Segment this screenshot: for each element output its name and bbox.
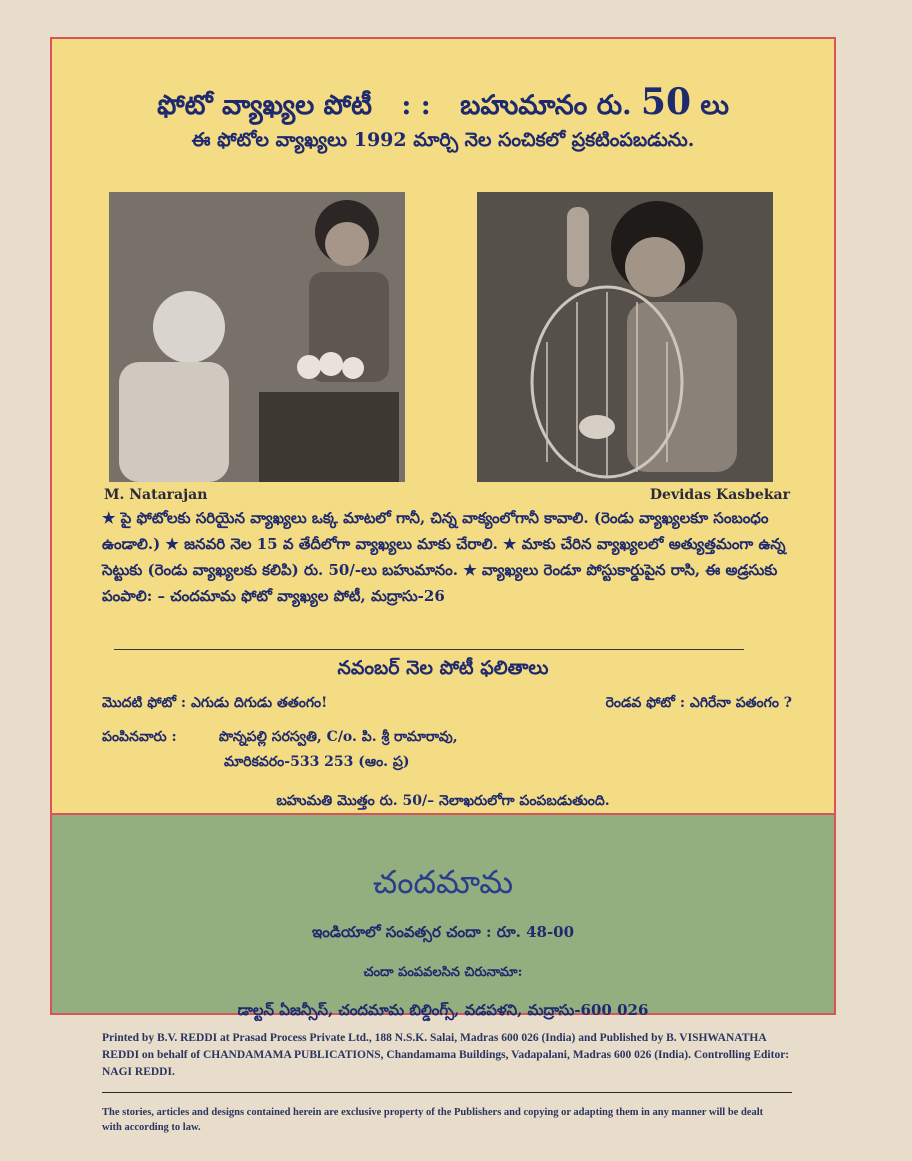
prize-prefix: బహుమానం రు. <box>460 90 632 121</box>
annual-rate: ఇండియాలో సంవత్సర చందా : రూ. 48-00 <box>311 923 575 941</box>
photo-girl-with-birdcage <box>477 192 773 482</box>
first-photo-caption: ఎగుడు దిగుడు తతంగం! <box>190 695 328 711</box>
printer-imprint: Printed by B.V. REDDI at Prasad Process Private Ltd., 188 N.S.K. Salai, Madras 600 026 (India) and Published by B. VISHWANATHA REDDI on behalf of CHANDAMAMA PUBLICATIONS, Chandamama Buildings, Vadapalani, Madras 600 026 (India). Controlling Editor: NAGI REDDI. <box>102 1032 790 1078</box>
contest-heading <box>52 81 834 128</box>
address-label: చందా పంపవలసిన చిరునామా: <box>363 965 523 980</box>
subscription-panel <box>52 813 834 1019</box>
photo-elder-and-girl <box>109 192 405 482</box>
sender-label: పంపినవారు : <box>102 729 177 745</box>
contest-title: ఫోటో వ్యాఖ్యల పోటీ <box>157 90 372 121</box>
sender-name: పొన్నపల్లి సరస్వతి, C/o. పి. శ్రీ రామారావు, <box>218 729 458 745</box>
divider <box>114 649 744 650</box>
second-photo-caption: ఎగిరేనా పతంగం ? <box>689 695 792 711</box>
prize-total-note: బహుమతి మొత్తం రు. 50/– నెలాఖరులోగా పంపబడుతుంది. <box>276 793 610 809</box>
magazine-name: చందమామ <box>372 863 514 901</box>
first-photo-label: మొదటి ఫోటో : <box>102 695 187 711</box>
winner-sender <box>102 729 458 773</box>
contest-rules: ★ పై ఫోటోలకు సరియైన వ్యాఖ్యలు ఒక్క మాటలో గానీ, చిన్న వాక్యంలోగానీ కావాలి. (రెండు వ్యాఖ్యలకూ సంబంధం ఉండాలి.) ★ జనవరి నెల 15 వ తేదీలోగా వ్యాఖ్యలు మాకు చేరాలి. ★ మాకు చేరిన వ్యాఖ్యలలో అత్యుత్తమంగా ఉన్న సెట్టుకు (రెండు వ్యాఖ్యలకు కలిపి) రు. 50/-లు బహుమానం. ★ వ్యాఖ్యలు రెండూ పోస్టుకార్డుపైన రాసి, ఈ అడ్రసుకు పంపాలి: – చందమామ ఫోటో వ్యాఖ్యల పోటీ, మద్రాసు-26 <box>102 509 786 605</box>
photo-credit-right: Devidas Kasbekar <box>649 487 790 503</box>
prize-suffix: లు <box>700 90 729 121</box>
results-title: నవంబర్ నెల పోటీ ఫలితాలు <box>337 657 549 679</box>
winning-captions <box>102 695 792 714</box>
heading-separator: : : <box>401 90 431 121</box>
subscription-address: డాల్టన్ ఏజన్సీస్, చందమామ బిల్డింగ్స్, వడపళని, మద్రాసు-600 026 <box>237 1001 649 1019</box>
copyright-notice: The stories, articles and designs contained herein are exclusive property of the Publishers and copying or adapting them in any manner will be dealt with according to law. <box>102 1107 764 1133</box>
sender-address: మారికవరం-533 253 (ఆం. ప్ర) <box>224 754 410 770</box>
contest-panel <box>50 37 836 1019</box>
announcement-subline: ఈ ఫోటోల వ్యాఖ్యలు 1992 మార్చి నెల సంచికలో ప్రకటింపబడును. <box>191 129 695 151</box>
second-photo-label: రెండవ ఫోటో : <box>605 695 685 711</box>
imprint-divider <box>102 1092 792 1093</box>
second-photo-block <box>606 695 792 714</box>
photo-credit-left: M. Natarajan <box>104 487 208 503</box>
prize-amount: 50 <box>640 81 692 123</box>
